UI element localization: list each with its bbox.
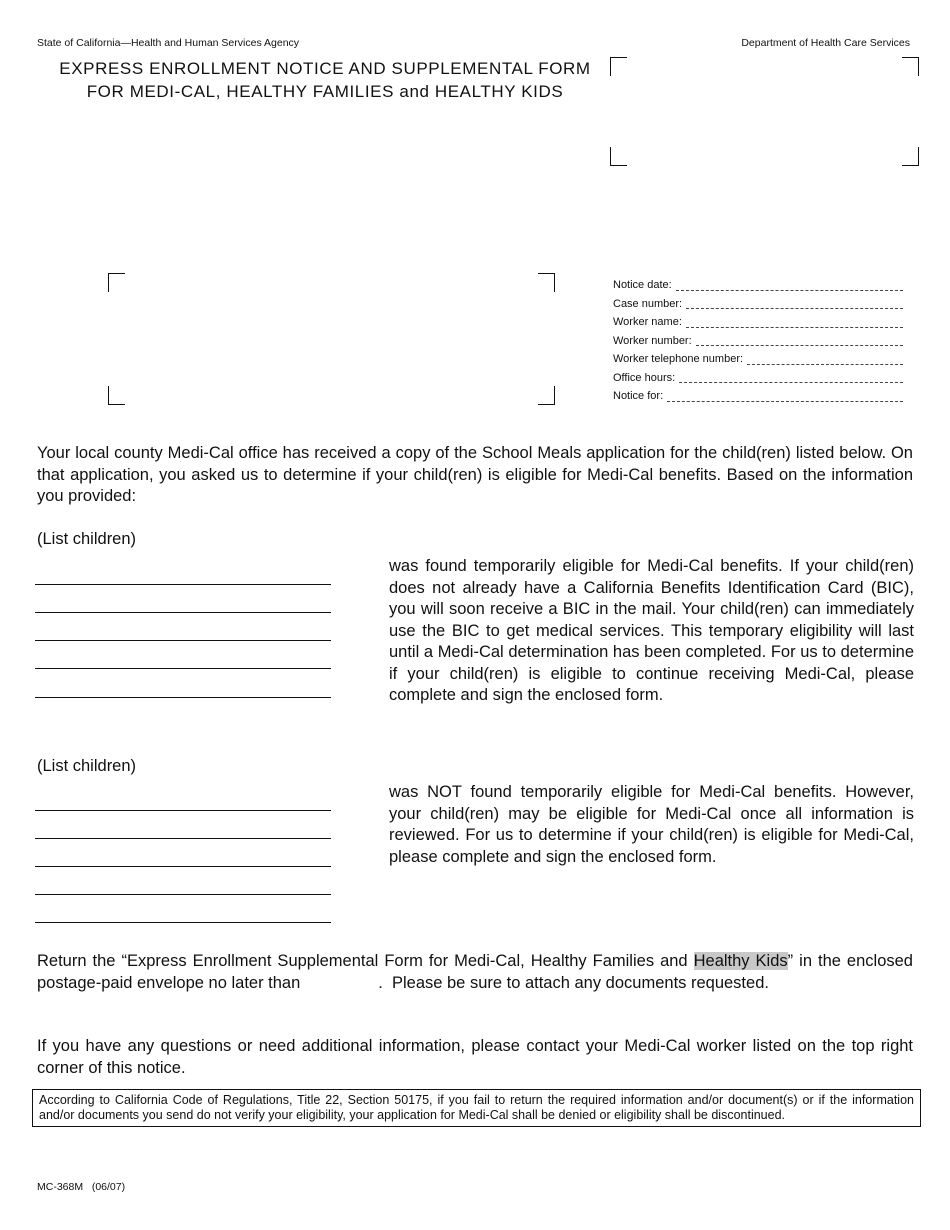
field-case-number[interactable]: Case number: (613, 295, 903, 314)
not-eligible-paragraph: was NOT found temporarily eligible for Medi-Cal benefits. However, your child(ren) may be eligible for Medi-Cal once all information is reviewed. For us to determine if your child(ren) is eligible for Medi-Cal, please complete and sign the enclosed form. (389, 783, 914, 866)
agency-name: State of California—Health and Human Services Agency (37, 37, 300, 49)
title-line-2: FOR MEDI-CAL, HEALTHY FAMILIES and HEALTHY KIDS (86, 82, 564, 101)
list-children-label-2: (List children) (37, 757, 137, 775)
legal-notice-box: According to California Code of Regulations, Title 22, Section 50175, if you fail to return the required information and/or document(s) or if the information and/or documents you send do not verify your eligibility, your application for Medi-Cal shall be denied or eligibility shall be discontinued. (32, 1089, 921, 1127)
department-name: Department of Health Care Services (741, 37, 910, 49)
return-paragraph: Return the “Express Enrollment Supplemental Form for Medi-Cal, Healthy Families and Healthy Kids” in the enclosed postage-paid envelope no later than . Please be sure to attach any documents requested. (37, 952, 918, 992)
questions-paragraph: If you have any questions or need additional information, please contact your Medi-Cal worker listed on the top right corner of this notice. (37, 1037, 913, 1077)
title-line-1: EXPRESS ENROLLMENT NOTICE AND SUPPLEMENTAL FORM (59, 59, 591, 78)
list-children-label-1: (List children) (37, 530, 137, 548)
eligible-paragraph: was found temporarily eligible for Medi-Cal benefits. If your child(ren) does not already have a California Benefits Identification Card (BIC), you will soon receive a BIC in the mail. Your child(ren) can immediately use the BIC to get medical services. This temporary eligibility will last until a Medi-Cal determination has been completed. For us to determine if your child(ren) is eligible to continue receiving Medi-Cal, please complete and sign the enclosed form. (389, 557, 914, 704)
field-worker-name[interactable]: Worker name: (613, 313, 903, 332)
field-notice-date[interactable]: Notice date: (613, 276, 903, 295)
field-office-hours[interactable]: Office hours: (613, 369, 903, 388)
field-worker-number[interactable]: Worker number: (613, 332, 903, 351)
field-worker-telephone[interactable]: Worker telephone number: (613, 350, 903, 369)
form-number: MC-368M (06/07) (37, 1181, 126, 1193)
notice-fields (613, 276, 903, 406)
field-notice-for[interactable]: Notice for: (613, 387, 903, 406)
page-title (30, 57, 620, 103)
intro-paragraph: Your local county Medi-Cal office has received a copy of the School Meals application for the child(ren) listed below. On that application, you asked us to determine if your child(ren) is eligible for Medi-Cal benefits. Based on the information you provided: (37, 444, 913, 505)
highlighted-text: Healthy Kids (693, 952, 788, 970)
